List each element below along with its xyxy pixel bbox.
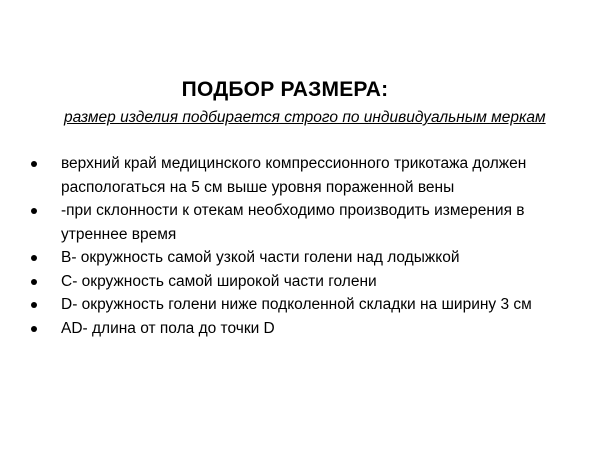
bullet-icon	[31, 279, 37, 285]
bullet-icon	[31, 326, 37, 332]
slide-title: ПОДБОР РАЗМЕРА:	[181, 78, 389, 101]
rule-text: верхний край медицинского компрессионного трикотажа должен распологаться на 5 см выше уровня пораженной вены	[61, 155, 527, 196]
rule-text: С- окружность самой широкой части голени	[61, 272, 377, 290]
bullet-icon	[31, 255, 37, 261]
list-item	[0, 199, 600, 246]
rule-text: D- окружность голени ниже подколенной складки на ширину 3 см	[61, 296, 532, 313]
bullet-icon	[31, 161, 37, 167]
bullet-icon	[31, 302, 37, 308]
list-item	[0, 152, 600, 199]
list-item	[0, 317, 600, 341]
bullet-icon	[31, 208, 37, 214]
rule-text: AD- длина от пола до точки D	[61, 319, 275, 337]
rule-text: В- окружность самой узкой части голени над лодыжкой	[61, 249, 460, 266]
sizing-rules-list	[0, 152, 600, 340]
list-item	[0, 270, 600, 294]
list-item	[0, 246, 600, 270]
list-item	[0, 293, 600, 317]
rule-text: -при склонности к отекам необходимо производить измерения в утреннее время	[61, 202, 525, 243]
slide-subtitle: размер изделия подбирается строго по индивидуальным меркам	[64, 109, 546, 126]
